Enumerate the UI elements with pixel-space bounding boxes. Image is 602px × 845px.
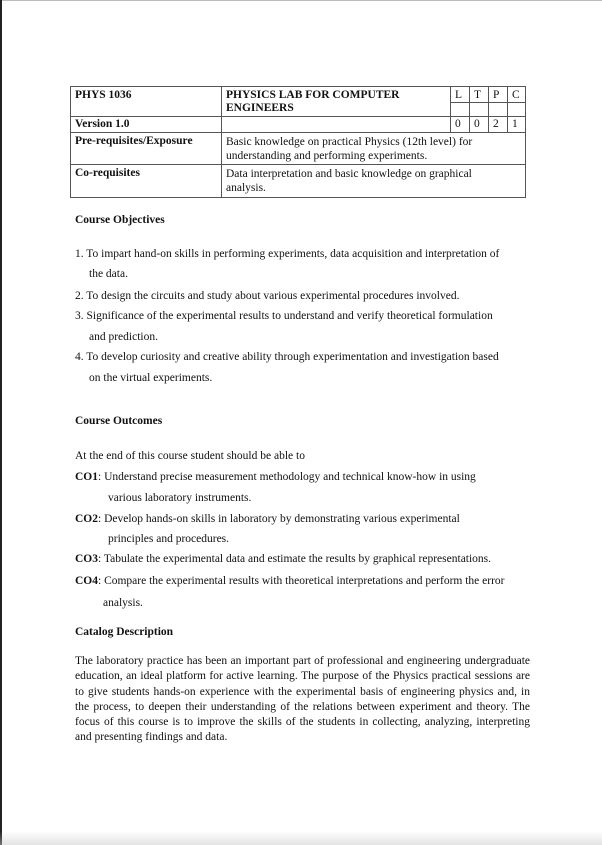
table-rule: [70, 164, 526, 165]
page-left-edge: [0, 0, 2, 845]
table-rule: [70, 86, 526, 87]
outcome-co1: [75, 470, 476, 484]
table-rule: [488, 86, 489, 133]
outcome-co1-code: CO1: [75, 471, 98, 483]
ltpc-value-t: 0: [474, 118, 480, 130]
course-title-line1: PHYSICS LAB FOR COMPUTER: [226, 89, 400, 101]
table-rule: [450, 86, 451, 133]
outcome-co4-line2: analysis.: [103, 597, 143, 609]
table-rule: [70, 116, 526, 117]
objective-1-line1: 1. To impart hand-on skills in performing experiments, data acquisition and interpretation of: [75, 248, 500, 260]
ltpc-header-p: P: [493, 89, 500, 101]
page-top-edge: [0, 0, 602, 1]
course-info-table: [70, 86, 526, 198]
table-rule: [221, 86, 222, 198]
objective-1-line2: the data.: [89, 268, 128, 280]
ltpc-header-l: L: [455, 89, 463, 101]
table-rule: [525, 86, 526, 198]
prereq-line1: Basic knowledge on practical Physics (12th level) for: [226, 136, 473, 148]
course-title-line2: ENGINEERS: [226, 102, 294, 114]
catalog-description: The laboratory practice has been an important part of professional and engineering undergraduate education, an ideal platform for active learning. The purpose of the Physics practical sessions are to give students hands-on experience with the experimental basis of engineering physics and, in the process, to deepen their understanding of the relations between experiment and theory. The focus of this course is to improve the skills of the students in collecting, analyzing, interpreting and presenting findings and data.: [75, 655, 530, 744]
ltpc-value-c: 1: [512, 118, 518, 130]
version: Version 1.0: [75, 118, 130, 130]
prereq-label: Pre-requisites/Exposure: [75, 135, 193, 147]
table-rule: [469, 86, 470, 133]
table-rule: [70, 86, 71, 198]
ltpc-header-c: C: [512, 89, 520, 101]
objective-3-line2: and prediction.: [89, 331, 158, 343]
objective-2-line1: 2. To design the circuits and study about various experimental procedures involved.: [75, 290, 460, 302]
objective-4-line2: on the virtual experiments.: [89, 372, 213, 384]
ltpc-value-l: 0: [455, 118, 461, 130]
outcomes-intro: At the end of this course student should be able to: [75, 450, 305, 462]
outcome-co2-text: : Develop hands-on skills in laboratory by demonstrating various experimental: [98, 513, 460, 525]
coreq-label: Co-requisites: [75, 167, 140, 179]
outcome-co2: [75, 512, 460, 526]
ltpc-header-t: T: [474, 89, 482, 101]
outcome-co3-code: CO3: [75, 553, 98, 565]
outcome-co1-line2: various laboratory instruments.: [108, 492, 252, 504]
ltpc-value-p: 2: [493, 118, 499, 130]
outcomes-heading: Course Outcomes: [75, 415, 163, 427]
coreq-line2: analysis.: [226, 182, 266, 194]
table-rule: [507, 86, 508, 133]
course-code: PHYS 1036: [75, 89, 132, 101]
outcome-co2-line2: principles and procedures.: [108, 533, 230, 545]
outcome-co4-text: : Compare the experimental results with theoretical interpretations and perform the error: [98, 575, 505, 587]
outcome-co1-text: : Understand precise measurement methodology and technical know-how in using: [98, 471, 476, 483]
page-bottom-shadow: [0, 831, 602, 845]
table-rule: [70, 197, 526, 198]
objectives-heading: Course Objectives: [75, 214, 165, 226]
table-rule: [70, 132, 526, 133]
prereq-line2: understanding and performing experiments.: [226, 150, 428, 162]
outcome-co3-text: : Tabulate the experimental data and estimate the results by graphical representations.: [98, 553, 492, 565]
outcome-co4-code: CO4: [75, 575, 98, 587]
objective-4-line1: 4. To develop curiosity and creative ability through experimentation and investigation based: [75, 351, 499, 363]
outcome-co2-code: CO2: [75, 513, 98, 525]
objective-3-line1: 3. Significance of the experimental results to understand and verify theoretical formulation: [75, 310, 493, 322]
catalog-heading: Catalog Description: [75, 626, 174, 638]
coreq-line1: Data interpretation and basic knowledge on graphical: [226, 168, 472, 180]
outcome-co3: [75, 552, 491, 566]
outcome-co4: [75, 574, 505, 588]
